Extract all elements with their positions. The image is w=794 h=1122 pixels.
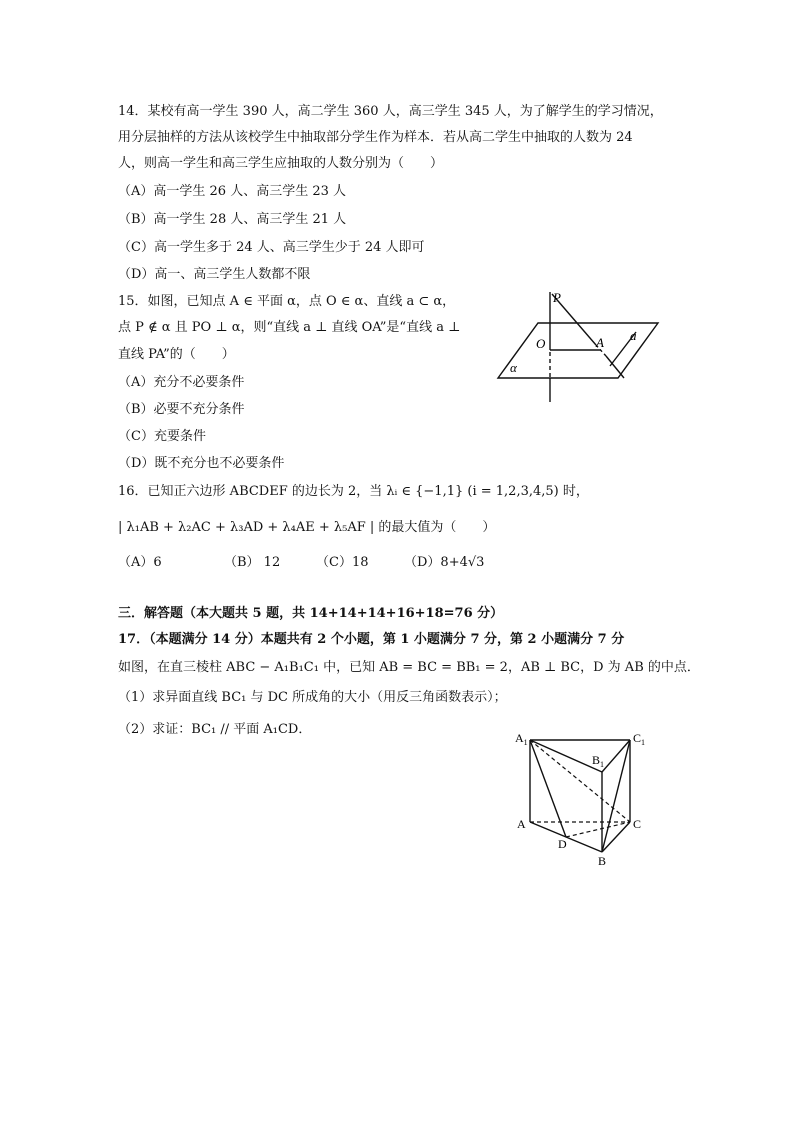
q15-option-a: （A）充分不必要条件 xyxy=(118,375,245,390)
label-c: C xyxy=(633,817,642,831)
q17-prism-figure xyxy=(512,728,672,868)
section-3-heading: 三．解答题（本大题共 5 题，共 14+14+14+16+18=76 分） xyxy=(118,606,504,621)
q14-line-3: 人，则高一学生和高三学生应抽取的人数分别为（ ） xyxy=(118,156,444,171)
q17-line-1: 如图，在直三棱柱 ABC − A₁B₁C₁ 中，已知 AB = BC = BB₁ = 2，AB ⊥ BC，D 为 AB 的中点． xyxy=(118,660,700,675)
q15-option-c: （C）充要条件 xyxy=(118,429,206,444)
label-a1: $A_1$ xyxy=(515,731,528,747)
q14-option-c: （C）高一学生多于 24 人、高三学生少于 24 人即可 xyxy=(118,240,425,255)
label-o: O xyxy=(536,336,546,351)
q15-option-b: （B）必要不充分条件 xyxy=(118,402,245,417)
q14-option-a: （A）高一学生 26 人、高三学生 23 人 xyxy=(118,184,347,199)
q14-line-1: 14．某校有高一学生 390 人，高二学生 360 人，高三学生 345 人，为了解学生的学习情况， xyxy=(118,104,663,119)
q17-sub-1: （1）求异面直线 BC₁ 与 DC 所成角的大小（用反三角函数表示）； xyxy=(118,690,507,705)
q16-option-c: （C）18 xyxy=(316,555,369,570)
label-alpha: α xyxy=(510,360,517,375)
segment-dc-hidden xyxy=(566,822,630,837)
q16-option-d: （D）8+4√3 xyxy=(404,555,485,570)
q17-header: 17．（本题满分 14 分）本题共有 2 个小题，第 1 小题满分 7 分，第 2 小题满分 7 分 xyxy=(118,632,625,647)
q15-line-2: 点 P ∉ α 且 PO ⊥ α，则“直线 a ⊥ 直线 OA”是“直线 a ⊥ xyxy=(118,320,461,335)
q16-option-a: （A）6 xyxy=(118,555,162,570)
label-a: A xyxy=(517,817,526,831)
label-b1: $B_1$ xyxy=(592,753,605,769)
q14-option-d: （D）高一、高三学生人数都不限 xyxy=(118,267,311,282)
q14-option-b: （B）高一学生 28 人、高三学生 21 人 xyxy=(118,212,347,227)
label-a-point: A xyxy=(596,335,604,350)
label-c1: $C_1$ xyxy=(633,731,646,747)
q14-line-2: 用分层抽样的方法从该校学生中抽取部分学生作为样本．若从高二学生中抽取的人数为 24 xyxy=(118,130,633,145)
q15-plane-figure xyxy=(498,290,668,410)
label-d: D xyxy=(558,837,567,851)
q17-sub-2: （2）求证：BC₁ // 平面 A₁CD． xyxy=(118,722,312,737)
q16-option-b: （B） 12 xyxy=(224,555,281,570)
q16-line-1: 16．已知正六边形 ABCDEF 的边长为 2，当 λᵢ ∈ {−1,1} (i = 1,2,3,4,5) 时， xyxy=(118,484,589,499)
label-a-line: a xyxy=(630,328,637,343)
label-b: B xyxy=(598,854,607,868)
label-p: P xyxy=(553,290,561,305)
q15-line-1: 15．如图，已知点 A ∈ 平面 α，点 O ∈ α、直线 a ⊂ α， xyxy=(118,294,456,309)
q15-option-d: （D）既不充分也不必要条件 xyxy=(118,456,285,471)
q15-line-3: 直线 PA”的（ ） xyxy=(118,347,235,362)
q16-line-2: | λ₁AB + λ₂AC + λ₃AD + λ₄AE + λ₅AF | 的最大值为（ ） xyxy=(118,520,496,535)
